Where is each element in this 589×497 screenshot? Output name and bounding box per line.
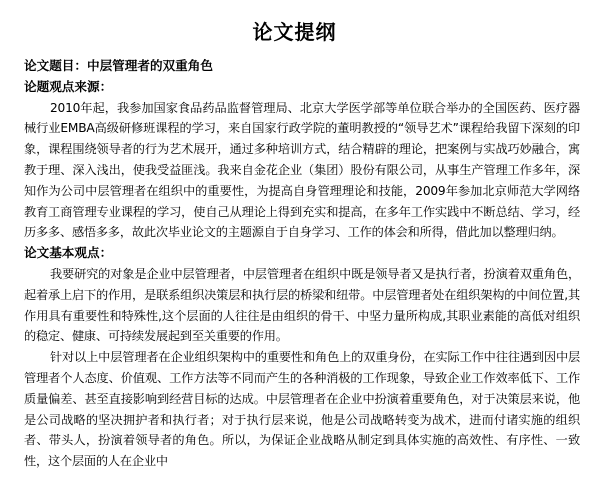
source-paragraph: 2010年起，我参加国家食品药品监督管理局、北京大学医学部等单位联合举办的全国医药、医疗器械行业EMBA高级研修班课程的学习，来自国家行政学院的董明教授的“领导艺术”课程给我留下深刻的印象，课程围绕领导者的行为艺术展开，通过多种培训方式，结合精辟的理论，把案例与实战巧妙融合，寓教于理、深入浅出，使我受益匪浅。我来自金花企业（集团）股份有限公司，从事生产管理工作多年，深知作为公司中层管理者在组织中的重要性，为提高自身管理理论和技能，2009年参加北京师范大学网络教育工商管理专业课程的学习，使自己从理论上得到充实和提高，在多年工作实践中不断总结、学习，经历多多、感悟多多，故此次毕业论文的主题源自于自身学习、工作的体会和所得，借此加以整理归纳。 <box>24 100 580 240</box>
source-heading: 论题观点来源： <box>24 78 113 94</box>
views-paragraph-1: 我要研究的对象是企业中层管理者，中层管理者在组织中既是领导者又是执行者，扮演着双重角色，起着承上启下的作用，是联系组织决策层和执行层的桥梁和纽带。中层管理者处在组织架构的中间位置,其作用具有重要性和特殊性,这个层面的人往往是由组织的骨干、中坚力量所构成,其职业素能的高低对组织的稳定、健康、可持续发展起到至关重要的作用。 <box>24 266 580 344</box>
topic-line: 论文题目：中层管理者的双重角色 <box>24 58 213 73</box>
views-paragraph-2: 针对以上中层管理者在企业组织架构中的重要性和角色上的双重身份，在实际工作中往往遇到因中层管理者个人态度、价值观、工作方法等不同而产生的各种消极的工作现象，导致企业工作效率低下、工作质量偏差、甚至直接影响到经营目标的达成。中层管理者在企业中扮演着重要角色，对于决策层来说，他是公司战略的坚决拥护者和执行者；对于执行层来说，他是公司战略转变为战术，进而付诸实施的组织者、带头人，扮演着领导者的角色。所以，为保证企业战略从制定到具体实施的高效性、有序性、一致性，这个层面的人在企业中 <box>24 350 580 469</box>
document-body <box>24 56 580 472</box>
views-heading: 论文基本观点： <box>24 245 113 261</box>
document-title: 论文提纲 <box>252 20 337 44</box>
